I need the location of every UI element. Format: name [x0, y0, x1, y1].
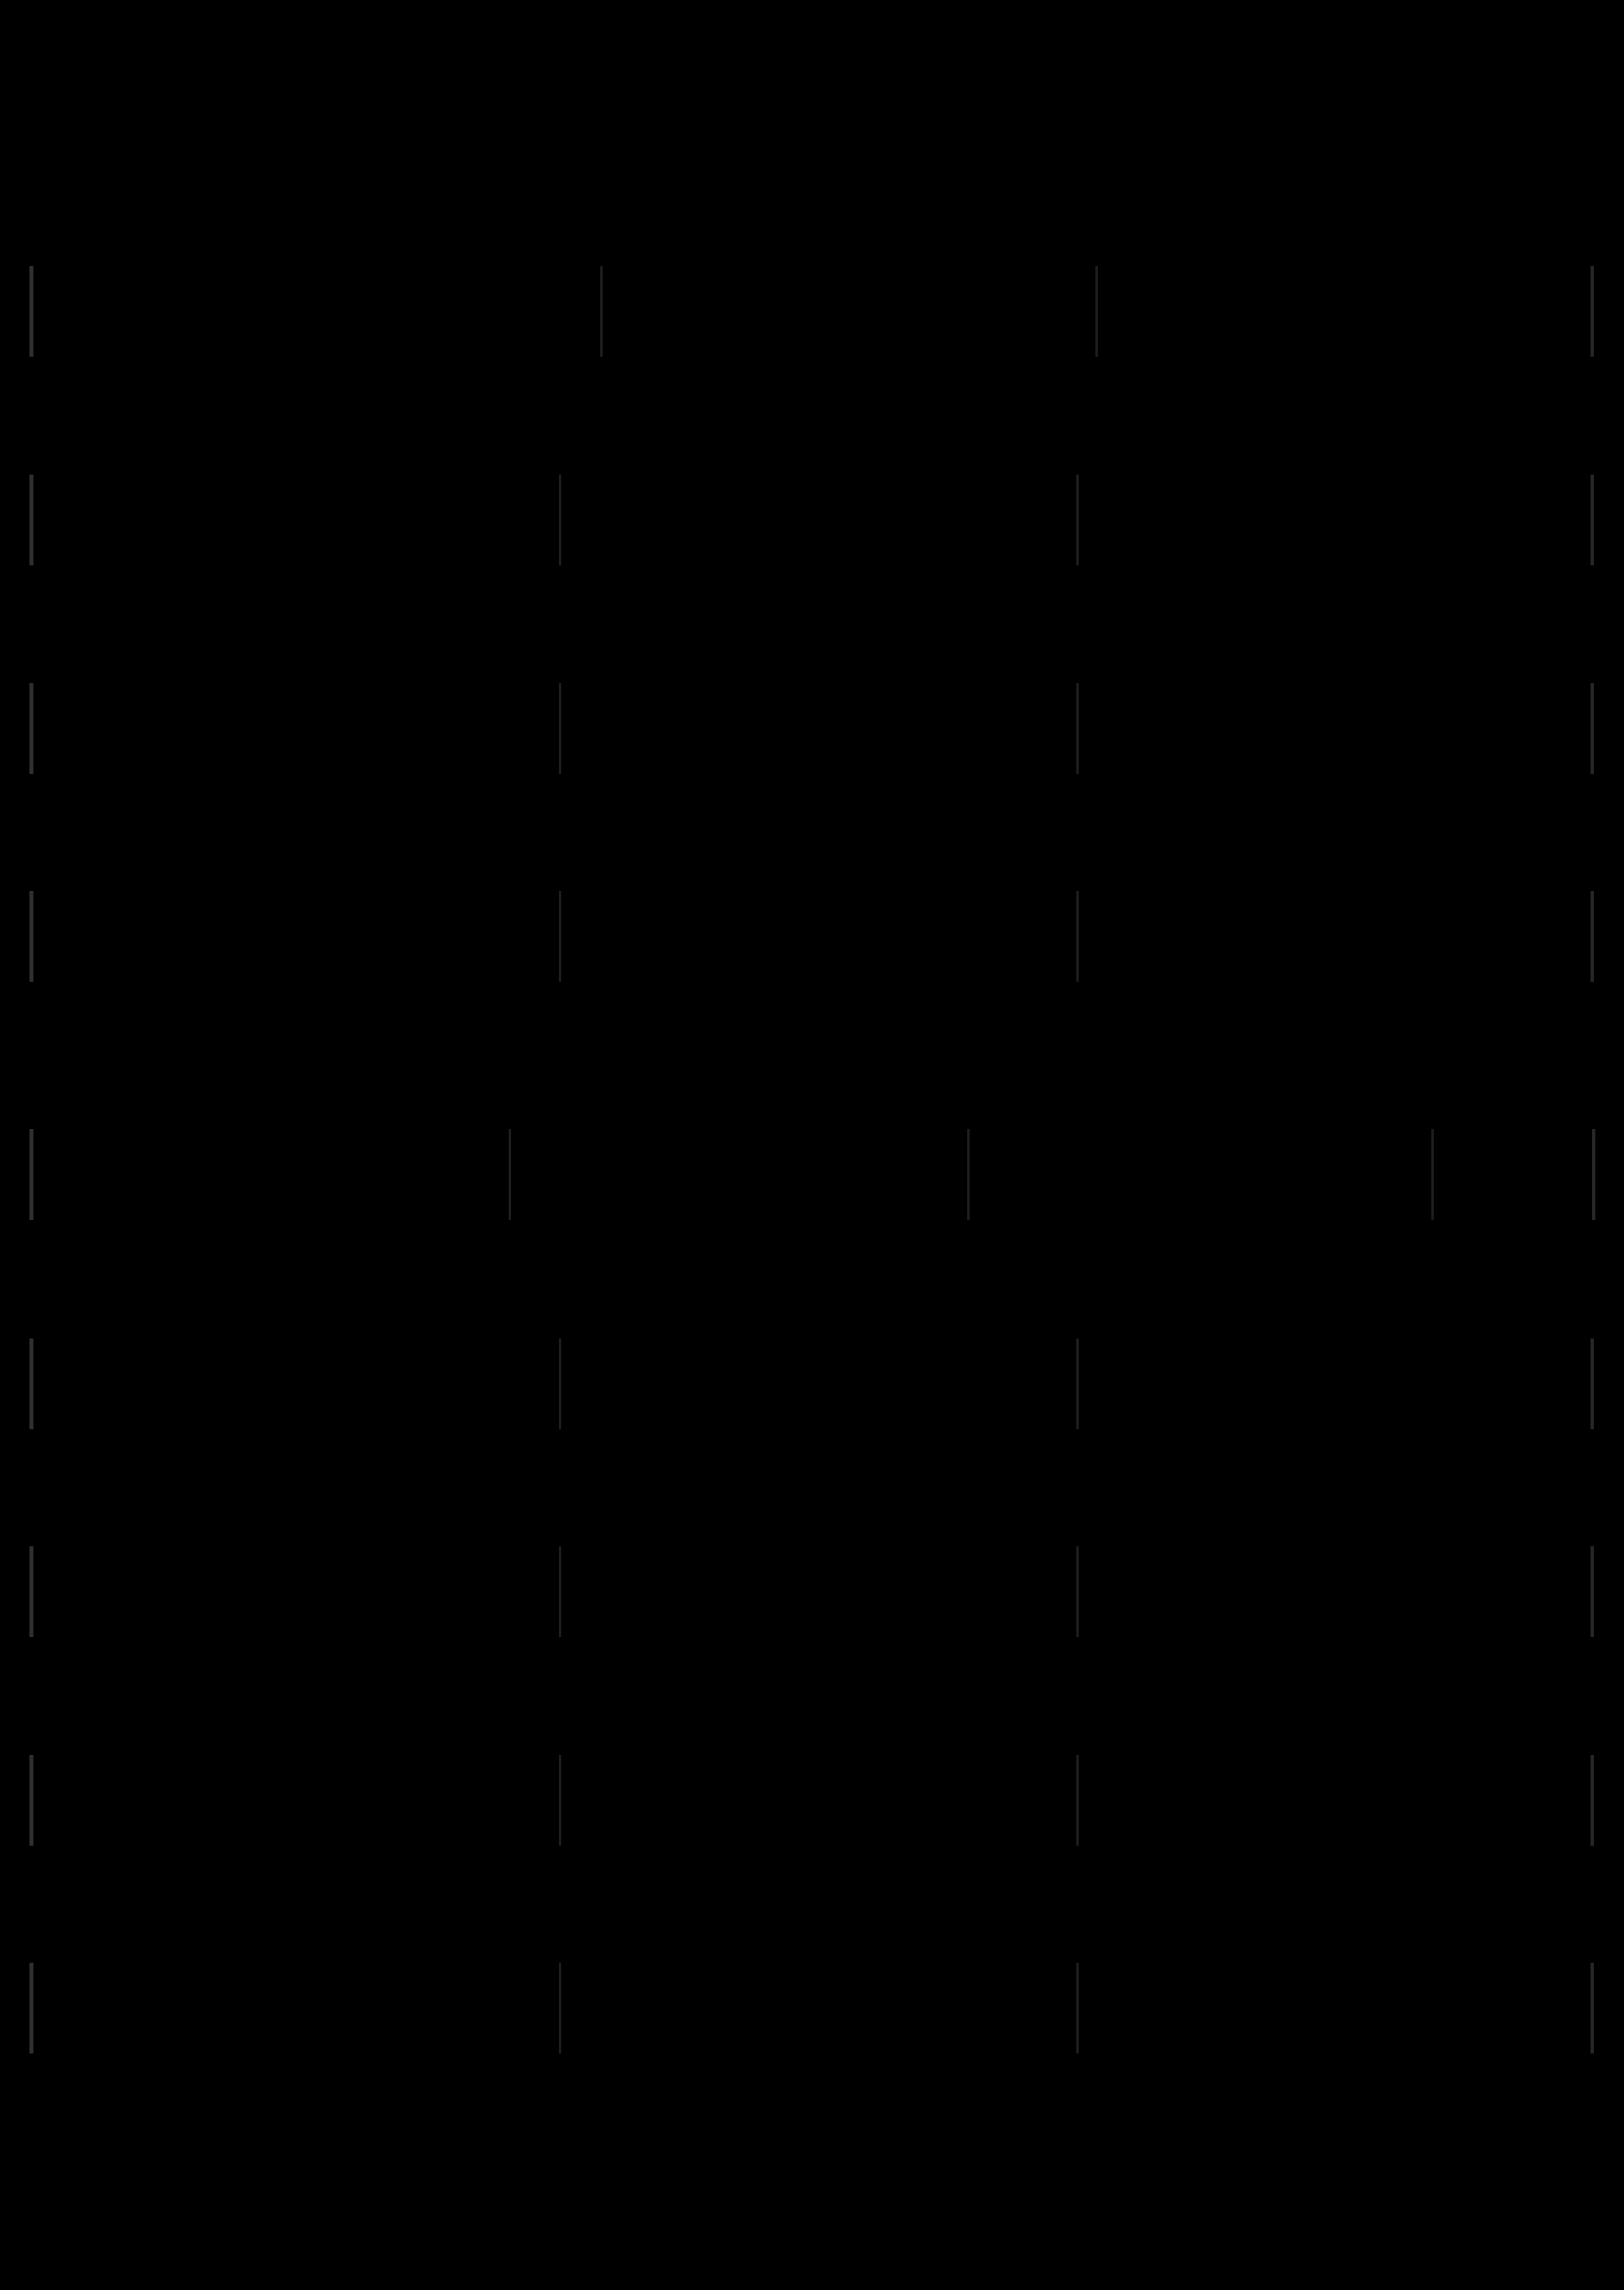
- system-end-barline: [1591, 1546, 1594, 1637]
- measure-barline: [967, 1129, 970, 1220]
- system-start-barline: [29, 1546, 33, 1637]
- measure-barline: [509, 1129, 511, 1220]
- system-end-barline: [1591, 1963, 1594, 2054]
- measure-barline: [1076, 1338, 1079, 1429]
- system-start-barline: [29, 266, 33, 357]
- measure-barline: [559, 683, 561, 774]
- staff-system: [0, 475, 1624, 565]
- system-end-barline: [1591, 683, 1594, 774]
- measure-barline: [1076, 1963, 1079, 2054]
- measure-barline: [1076, 1546, 1079, 1637]
- measure-barline: [1076, 891, 1079, 982]
- system-start-barline: [29, 1129, 33, 1220]
- system-start-barline: [29, 1755, 33, 1846]
- measure-barline: [1076, 683, 1079, 774]
- staff-system: [0, 266, 1624, 357]
- measure-barline: [559, 1963, 561, 2054]
- staff-system: [0, 1546, 1624, 1637]
- system-start-barline: [29, 683, 33, 774]
- system-start-barline: [29, 1338, 33, 1429]
- staff-system: [0, 1963, 1624, 2054]
- measure-barline: [1076, 1755, 1079, 1846]
- staff-system: [0, 1755, 1624, 1846]
- measure-barline: [1095, 266, 1098, 357]
- measure-barline: [1076, 475, 1079, 565]
- measure-barline: [559, 1338, 561, 1429]
- system-start-barline: [29, 891, 33, 982]
- system-end-barline: [1591, 475, 1594, 565]
- staff-system: [0, 891, 1624, 982]
- system-end-barline: [1591, 266, 1594, 357]
- system-end-barline: [1591, 1755, 1594, 1846]
- staff-system: [0, 1129, 1624, 1220]
- measure-barline: [600, 266, 603, 357]
- system-end-barline: [1591, 1338, 1594, 1429]
- staff-system: [0, 1338, 1624, 1429]
- measure-barline: [559, 1546, 561, 1637]
- measure-barline: [1431, 1129, 1434, 1220]
- system-end-barline: [1591, 891, 1594, 982]
- system-start-barline: [29, 475, 33, 565]
- measure-barline: [559, 1755, 561, 1846]
- measure-barline: [559, 475, 561, 565]
- staff-system: [0, 683, 1624, 774]
- system-start-barline: [29, 1963, 33, 2054]
- system-end-barline: [1592, 1129, 1595, 1220]
- measure-barline: [559, 891, 561, 982]
